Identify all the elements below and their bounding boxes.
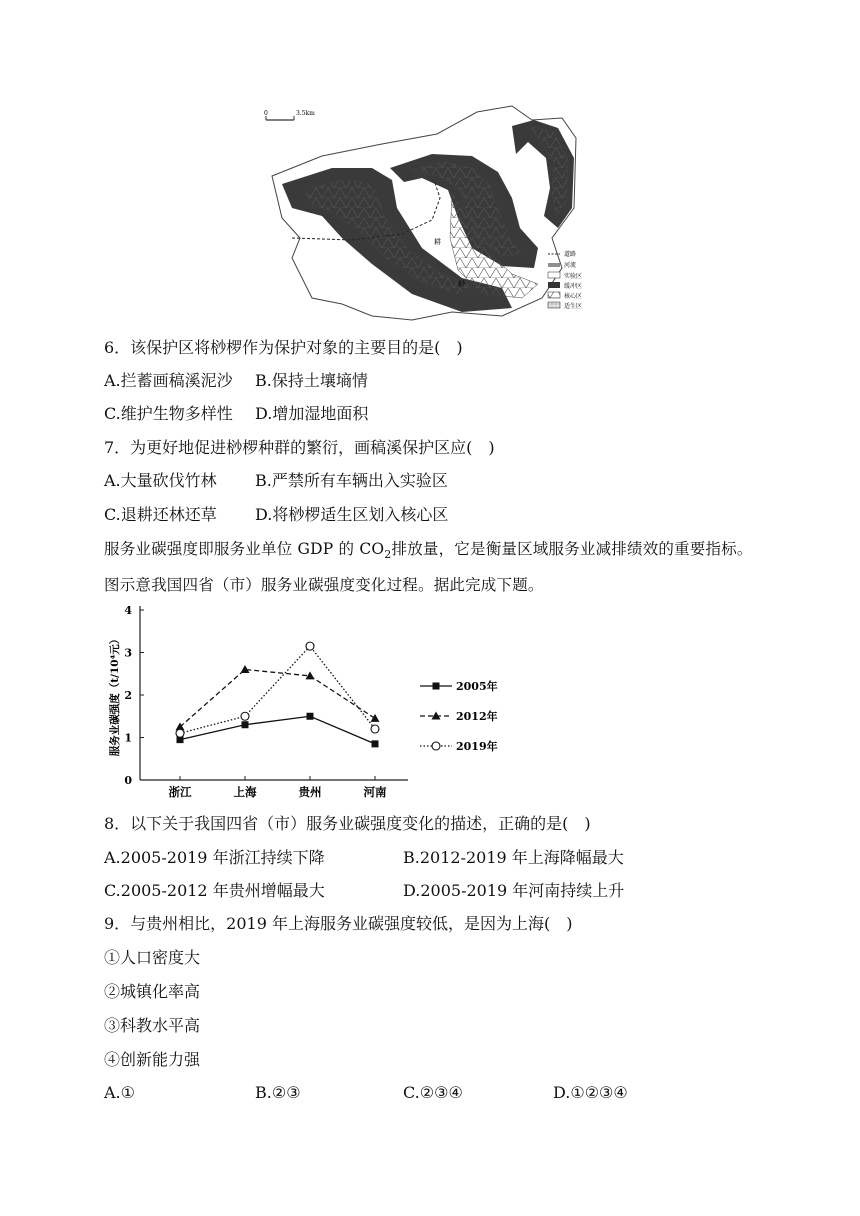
q9-stem: 9．与贵州相比，2019 年上海服务业碳强度较低，是因为上海( ) bbox=[104, 914, 573, 933]
q8-option-c[interactable]: C.2005-2012 年贵州增幅最大 bbox=[104, 881, 325, 900]
intro-text-1: 服务业碳强度即服务业单位 GDP 的 CO bbox=[104, 540, 385, 558]
y-tick-label: 4 bbox=[124, 604, 132, 617]
q7-option-d[interactable]: D.将桫椤适生区划入核心区 bbox=[255, 505, 449, 524]
map-legend-label: 适生区 bbox=[564, 303, 582, 310]
data-point-2012年-河南 bbox=[371, 714, 380, 722]
x-tick-label: 贵州 bbox=[298, 785, 322, 799]
data-point-2012年-上海 bbox=[241, 665, 250, 673]
map-legend-label: 河流 bbox=[564, 262, 577, 269]
q8-option-a[interactable]: A.2005-2019 年浙江持续下降 bbox=[104, 848, 325, 867]
map-place-label: 桫 bbox=[458, 280, 465, 288]
q6-option-a[interactable]: A.拦蓄画稿溪泥沙 bbox=[104, 371, 233, 390]
data-point-2019年-上海 bbox=[241, 712, 249, 720]
data-point-2019年-河南 bbox=[371, 725, 379, 733]
q7-option-c[interactable]: C.退耕还林还草 bbox=[104, 505, 217, 524]
q9-item-4: ④创新能力强 bbox=[104, 1050, 201, 1069]
map-legend-label: 实验区 bbox=[564, 273, 582, 280]
map-legend-label: 道路 bbox=[564, 251, 577, 258]
q6-option-d[interactable]: D.增加湿地面积 bbox=[255, 404, 369, 423]
data-point-2005年-上海 bbox=[242, 721, 249, 728]
q6-option-c[interactable]: C.维护生物多样性 bbox=[104, 404, 233, 423]
x-tick-label: 浙江 bbox=[168, 785, 192, 799]
map-scale-label: 3.5km bbox=[296, 110, 315, 117]
map-scale-zero: 0 bbox=[264, 110, 268, 117]
q9-item-1: ①人口密度大 bbox=[104, 948, 201, 967]
q9-item-2: ②城镇化率高 bbox=[104, 982, 201, 1001]
legend-label: 2012年 bbox=[456, 710, 498, 723]
intro-text-2: 排放量，它是衡量区域服务业减排绩效的重要指标。图示意我国四省（市）服务业碳强度变化过程。据此完成下题。 bbox=[104, 540, 753, 595]
q9-option-a[interactable]: A.① bbox=[104, 1083, 135, 1102]
q7-stem: 7．为更好地促进桫椤种群的繁衍，画稿溪保护区应( ) bbox=[104, 438, 495, 457]
legend-marker bbox=[432, 742, 440, 750]
q6-stem: 6．该保护区将桫椤作为保护对象的主要目的是( ) bbox=[104, 338, 463, 357]
y-tick-label: 1 bbox=[124, 731, 132, 745]
map-scale-bar bbox=[264, 110, 315, 120]
intro-paragraph bbox=[104, 534, 764, 600]
q9-option-d[interactable]: D.①②③④ bbox=[553, 1083, 628, 1102]
data-point-2005年-贵州 bbox=[307, 713, 314, 720]
intro-subscript: 2 bbox=[384, 548, 392, 562]
legend-marker bbox=[433, 683, 440, 690]
data-point-2005年-河南 bbox=[372, 740, 379, 747]
q7-option-a[interactable]: A.大量砍伐竹林 bbox=[104, 471, 217, 490]
q8-stem: 8．以下关于我国四省（市）服务业碳强度变化的描述，正确的是( ) bbox=[104, 814, 591, 833]
data-point-2019年-浙江 bbox=[176, 729, 184, 737]
x-tick-label: 上海 bbox=[233, 785, 257, 799]
map-legend-label: 缓冲区 bbox=[564, 283, 582, 290]
q9-item-3: ③科教水平高 bbox=[104, 1016, 201, 1035]
q9-option-b[interactable]: B.②③ bbox=[255, 1083, 301, 1102]
q8-option-d[interactable]: D.2005-2019 年河南持续上升 bbox=[403, 881, 625, 900]
series-line-2012年 bbox=[180, 670, 375, 727]
y-axis-label: 服务业碳强度（t/10⁴元） bbox=[109, 633, 121, 757]
series-line-2005年 bbox=[180, 716, 375, 744]
legend-label: 2019年 bbox=[456, 740, 498, 753]
legend-label: 2005年 bbox=[456, 680, 498, 693]
q9-option-c[interactable]: C.②③④ bbox=[403, 1083, 463, 1102]
map-legend-label: 核心区 bbox=[564, 293, 582, 300]
q7-option-b[interactable]: B.严禁所有车辆出入实验区 bbox=[255, 471, 448, 490]
data-point-2019年-贵州 bbox=[306, 642, 314, 650]
q6-option-b[interactable]: B.保持土壤墒情 bbox=[255, 371, 368, 390]
map-place-label: 耕 bbox=[434, 238, 441, 246]
y-tick-label: 2 bbox=[124, 689, 132, 702]
q8-option-b[interactable]: B.2012-2019 年上海降幅最大 bbox=[403, 848, 624, 867]
y-tick-label: 3 bbox=[124, 646, 132, 660]
chart-legend bbox=[418, 676, 538, 766]
x-tick-label: 河南 bbox=[363, 785, 387, 799]
nature-reserve-map bbox=[262, 98, 582, 326]
y-tick-label: 0 bbox=[124, 774, 132, 787]
